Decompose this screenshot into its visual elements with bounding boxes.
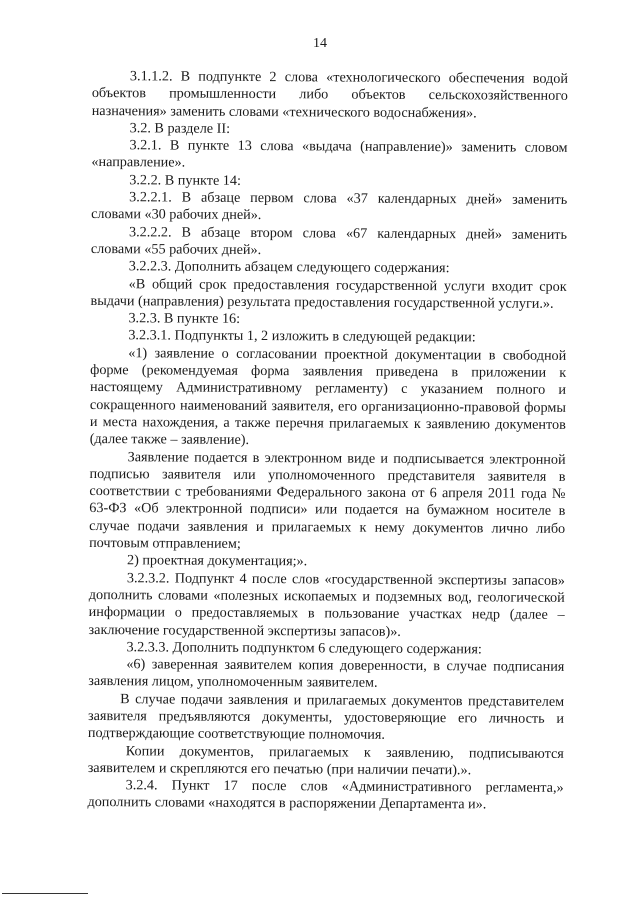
paragraph: 3.2.2.3. Дополнить абзацем следующего содержания: <box>128 258 450 277</box>
paragraph: 2) проектная документация;». <box>126 552 308 570</box>
paragraph: 3.2.2.2. В абзаце втором слова «67 календарных дней» заменить словами «55 рабочих дней». <box>90 223 568 259</box>
paragraph: Копии документов, прилагаемых к заявлению, подписываются заявителем и скрепляются его печатью (при наличии печати).». <box>87 742 564 779</box>
paragraph: 3.2. В разделе II: <box>129 120 231 137</box>
paragraph: «В общий срок предоставления государственной услуги входит срок выдачи (направления) результата предоставления государственной услуги.». <box>90 275 567 312</box>
paragraph: 3.2.3.3. Дополнить подпунктом 6 следующего содержания: <box>126 639 482 658</box>
paragraph: 3.2.3.2. Подпункт 4 после слов «государственной экспертизы запасов» дополнить словами «полезных ископаемых и подземных вод, геологической информации о предоставляемых в пользование участках недр (далее – заключение государственной экспертизы запасов)». <box>88 569 565 640</box>
paragraph: 3.2.3. В пункте 16: <box>128 310 241 328</box>
paragraph: 3.2.3.1. Подпункты 1, 2 изложить в следующей редакции: <box>128 327 476 346</box>
paragraph: «6) заверенная заявителем копия доверенности, в случае подписания заявления лицом, уполномоченным заявителем. <box>88 656 565 692</box>
paragraph: 3.2.2.1. В абзаце первом слова «37 календарных дней» заменить словами «30 рабочих дней». <box>91 189 568 224</box>
paragraph: 3.1.1.2. В подпункте 2 слова «технологического обеспечения водой объектов промышленности либо объектов сельскохозяйственного назначения» заменить словами «технического водоснабжения». <box>91 68 568 121</box>
paragraph: 3.2.2. В пункте 14: <box>129 172 242 189</box>
paragraph: 3.2.1. В пункте 13 слова «выдача (направление)» заменить словом «направление». <box>91 137 568 172</box>
footnote-rule <box>2 893 88 894</box>
page-number: 14 <box>313 36 327 51</box>
paragraph: Заявление подается в электронном виде и подписывается электронной подписью заявителя или уполномоченного представителя заявителя в соответствии с требованиями Федерального закона от 6 апреля 2011 года № 63-ФЗ «Об электронной подписи» или подается на бумажном носителе в случае подачи заявления и прилагаемых к нему документов лично либо почтовым отправлением; <box>89 448 566 552</box>
paragraph: «1) заявление о согласовании проектной документации в свободной форме (рекомендуемая форма заявления приведена в приложении к настоящему Административному регламенту) с указанием полного и сокращенного наименований заявителя, его организационно-правовой формы и места нахождения, а также перечня прилагаемых к заявлению документов (далее также – заявление). <box>89 344 567 449</box>
document-body <box>87 68 568 815</box>
paragraph: 3.2.4. Пункт 17 после слов «Административного регламента,» дополнить словами «находятся в распоряжении Департамента и». <box>87 777 564 813</box>
paragraph: В случае подачи заявления и прилагаемых документов представителем заявителя предъявляются документы, удостоверяющие его личность и подтверждающие соответствующие полномочия. <box>87 690 565 744</box>
